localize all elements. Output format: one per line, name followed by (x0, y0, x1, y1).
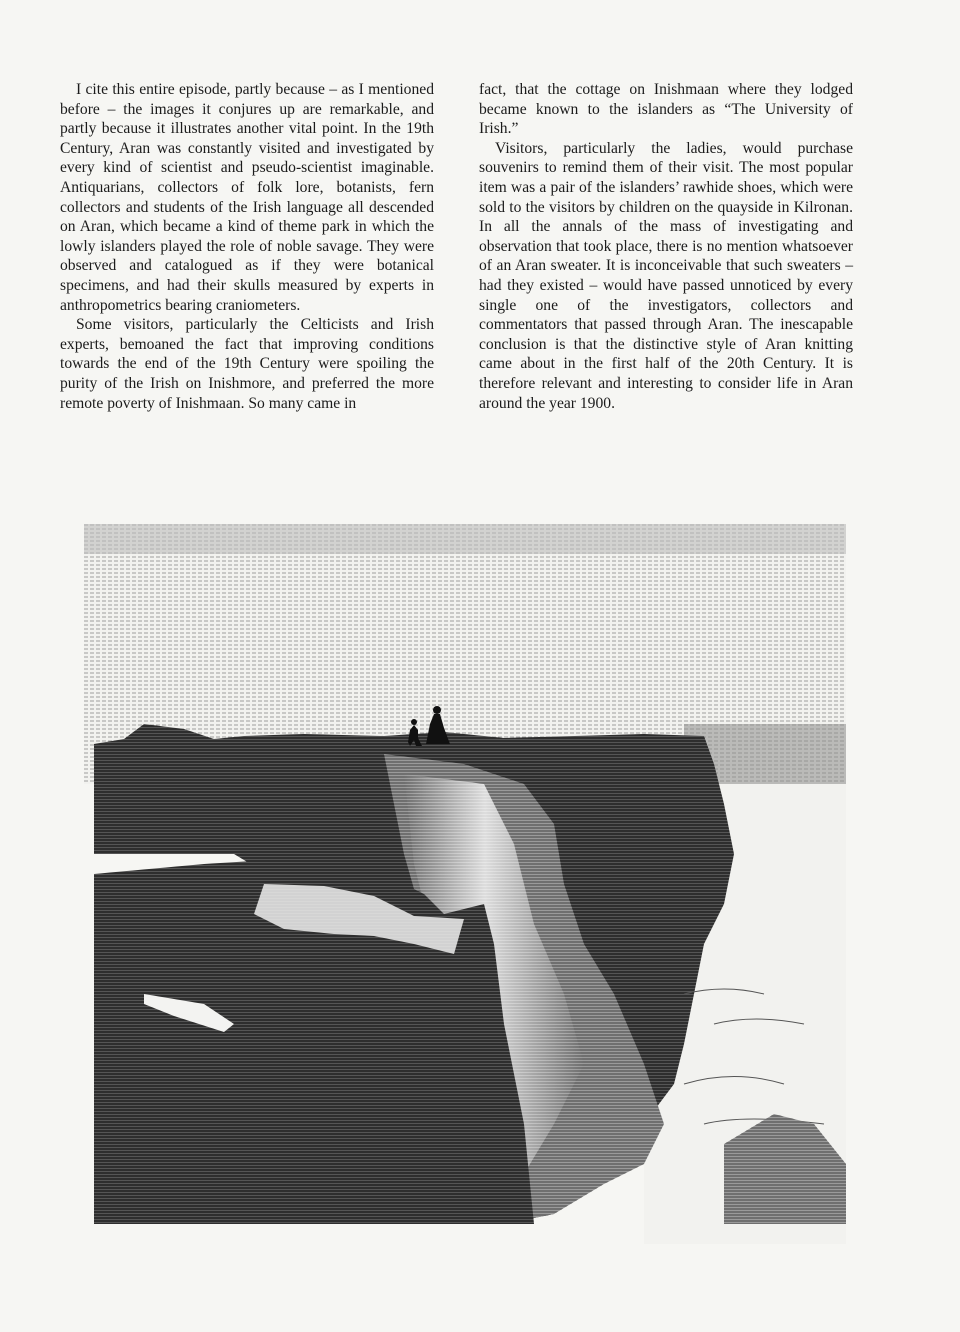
right-paragraph-2: Visitors, particularly the ladies, would purchase souvenirs to remind them of their visit. The most popular item was a pair of the islanders’ rawhide shoes, which were sold to the visitors by children on the quayside in Kilronan. In all the annals of the mass of investigating and observation that took place, there is no mention whatsoever of an Aran sweater. It is inconceivable that such sweaters – had they existed – would have passed unnoticed by every single one of the investigators, collectors and commentators that passed through Aran. The inescapable conclusion is that the distinctive style of Aran knitting came about in the first half of the 20th Century. It is therefore relevant and interesting to consider life in Aran around the year 1900. (479, 139, 853, 412)
child-head (411, 719, 417, 725)
left-text-column (60, 80, 434, 413)
right-text-column (479, 80, 853, 413)
right-paragraph-1: fact, that the cottage on Inishmaan where they lodged became known to the islanders as “The University of Irish.” (479, 81, 853, 138)
adult-head (433, 706, 441, 714)
left-paragraph-1: I cite this entire episode, partly because – as I mentioned before – the images it conjures up are remarkable, and partly because it illustrates another vital point. In the 19th Century, Aran was constantly visited and investigated by every kind of scientist and pseudo-scientist imaginable. Antiquarians, collectors of folk lore, botanists, fern collectors and students of the Irish language all descended on Aran, which became a kind of theme park in which the lowly islanders played the role of noble savage. They were observed and catalogued as if they were botanical specimens, and had their skulls measured by experts in anthropometrics bearing craniometers. (60, 81, 434, 314)
cliff-engraving-illustration (84, 524, 846, 1244)
left-paragraph-2: Some visitors, particularly the Celticists and Irish experts, bemoaned the fact that improving conditions towards the end of the 19th Century were spoiling the purity of the Irish on Inishmore, and preferred the more remote poverty of Inishmaan. So many came in (60, 316, 434, 412)
horizon-band (84, 524, 846, 554)
